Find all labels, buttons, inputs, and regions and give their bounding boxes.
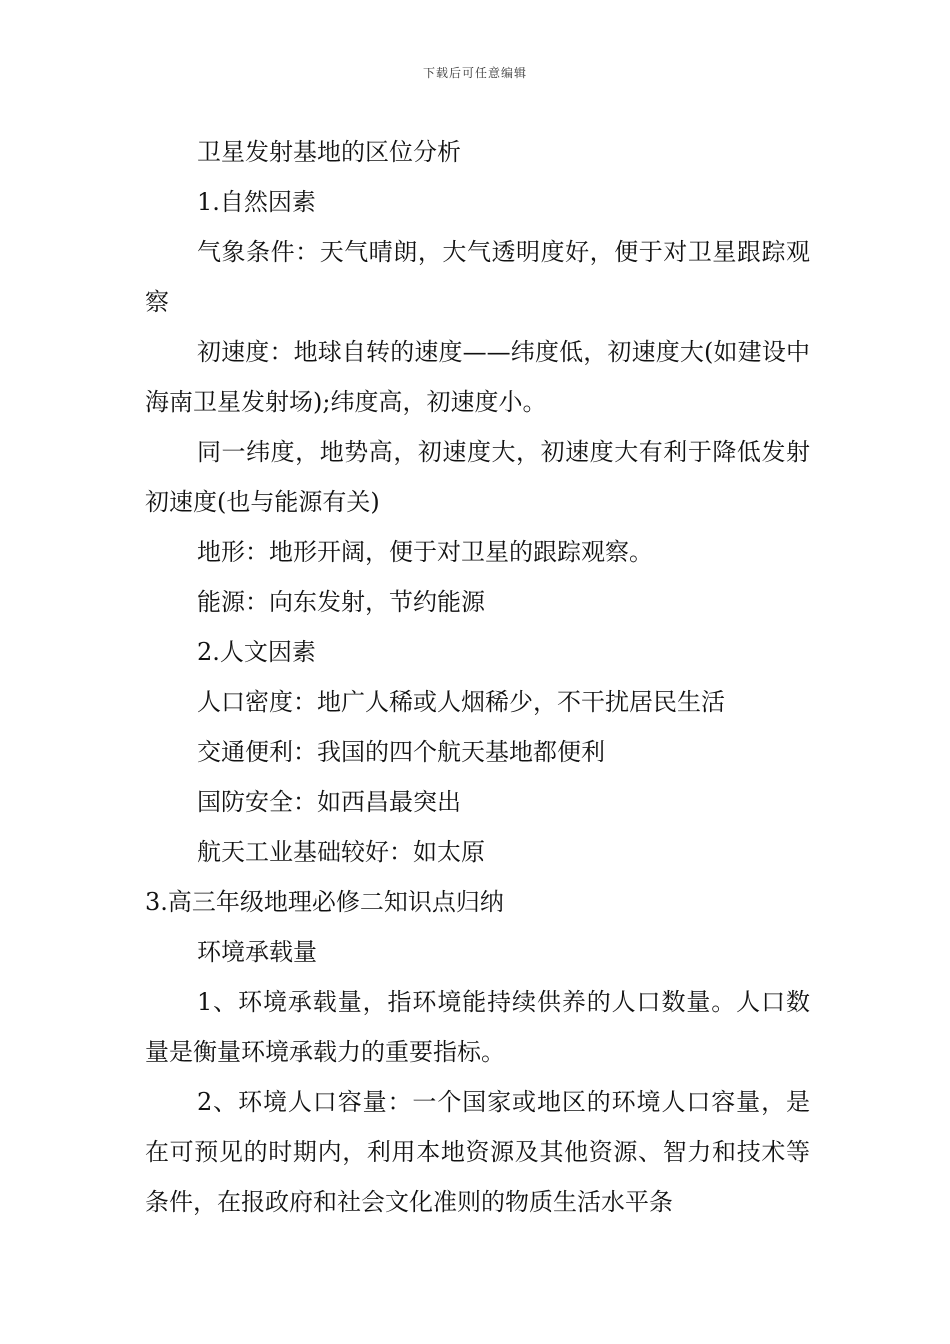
- heading-knowledge-summary: 3.高三年级地理必修二知识点归纳: [145, 888, 504, 916]
- paragraph-initial-velocity: 初速度：地球自转的速度——纬度低，初速度大(如建设中海南卫星发射场);纬度高，初速度小。: [145, 338, 810, 416]
- paragraph-population-density: 人口密度：地广人稀或人烟稀少，不干扰居民生活: [197, 688, 725, 716]
- paragraph-defense: 国防安全：如西昌最突出: [197, 788, 461, 816]
- document-body: [145, 127, 810, 1227]
- subheading-natural-factors: 1.自然因素: [197, 188, 316, 216]
- paragraph-population-capacity: 2、环境人口容量：一个国家或地区的环境人口容量，是在可预见的时期内，利用本地资源及其他资源、智力和技术等条件，在报政府和社会文化准则的物质生活水平条: [145, 1088, 810, 1216]
- page-header-note: 下载后可任意编辑: [422, 66, 527, 80]
- subheading-human-factors: 2.人文因素: [197, 638, 316, 666]
- paragraph-energy: 能源：向东发射，节约能源: [197, 588, 485, 616]
- paragraph-terrain: 地形：地形开阔，便于对卫星的跟踪观察。: [197, 538, 653, 566]
- paragraph-industry-base: 航天工业基础较好：如太原: [197, 838, 485, 866]
- section-title: 卫星发射基地的区位分析: [197, 138, 461, 166]
- subheading-carrying-capacity: 环境承载量: [197, 938, 317, 966]
- paragraph-same-latitude: 同一纬度，地势高，初速度大，初速度大有利于降低发射初速度(也与能源有关): [145, 438, 810, 516]
- paragraph-weather: 气象条件：天气晴朗，大气透明度好，便于对卫星跟踪观察: [145, 238, 810, 316]
- paragraph-transport: 交通便利：我国的四个航天基地都便利: [197, 738, 605, 766]
- paragraph-carrying-capacity-definition: 1、环境承载量，指环境能持续供养的人口数量。人口数量是衡量环境承载力的重要指标。: [145, 988, 810, 1066]
